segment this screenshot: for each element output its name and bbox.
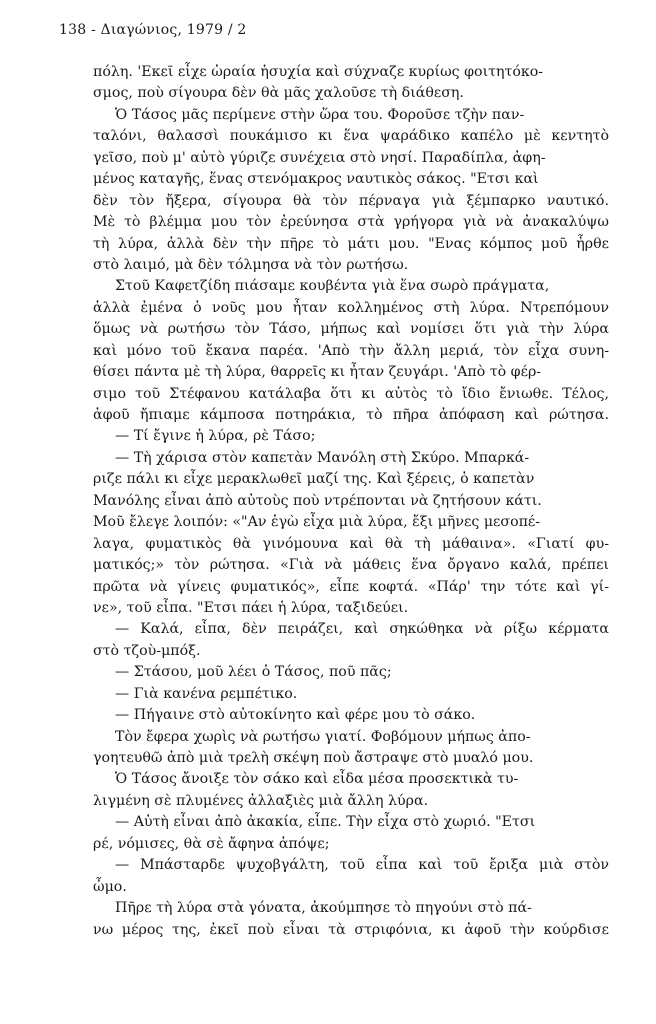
text-line: ἀφοῦ ἤπιαμε κάμποσα ποτηράκια, τὸ πῆρα ἀπόφαση καὶ ρώτησα. bbox=[93, 407, 609, 423]
text-line: νε», τοῦ εἶπα. "Ετσι πάει ἡ λύρα, ταξιδεύει. bbox=[93, 599, 409, 616]
text-line: σιμο τοῦ Στέφανου κατάλαβα ὅτι κι αὐτὸς τὸ ἴδιο ἔνιωθε. Τέλος, bbox=[93, 385, 609, 402]
text-line: Τὸν ἔφερα χωρὶς νὰ ρωτήσω γιατί. Φοβόμουν μήπως ἀπο- bbox=[115, 728, 531, 745]
text-line: — Καλά, εἶπα, δὲν πειράζει, καὶ σηκώθηκα νὰ ρίξω κέρματα bbox=[115, 621, 609, 638]
text-line: ριζε πάλι κι εἶχε μερακλωθεῖ μαζί της. Καὶ ξέρεις, ὁ καπετὰν bbox=[93, 471, 535, 488]
text-line: τὴ λύρα, ἀλλὰ δὲν τὴν πῆρε τὸ μάτι μου. "Ενας κόμπος μοῦ ἦρθε bbox=[93, 235, 609, 252]
text-line: ματικός;» τὸν ρώτησα. «Γιὰ νὰ μάθεις ἕνα ὄργανο καλά, πρέπει bbox=[93, 557, 609, 574]
text-line: γεῖσο, ποὺ μ' αὐτὸ γύριζε συνέχεια στὸ νησί. Παραδίπλα, ἀφη- bbox=[93, 149, 546, 166]
text-line: θίσει πάντα μὲ τὴ λύρα, θαρρεῖς κι ἦταν ζευγάρι. 'Απὸ τὸ φέρ- bbox=[93, 364, 542, 381]
text-line: μένος καταγῆς, ἕνας στενόμακρος ναυτικὸς σάκος. "Ετσι καὶ bbox=[93, 171, 539, 188]
text-line: ὦμο. bbox=[93, 878, 127, 895]
text-line: πρῶτα νὰ γίνεις φυματικός», εἶπε κοφτά. «Πάρ' την τότε καὶ γί- bbox=[93, 578, 609, 595]
text-line: — Μπάσταρδε ψυχοβγάλτη, τοῦ εἶπα καὶ τοῦ ἔριξα μιὰ στὸν bbox=[115, 857, 609, 874]
text-line: Πῆρε τὴ λύρα στὰ γόνατα, ἀκούμπησε τὸ πηγούνι στὸ πά- bbox=[115, 900, 532, 917]
text-line: ἀλλὰ ἐμένα ὁ νοῦς μου ἦταν κολλημένος στὴ λύρα. Ντρεπόμουν bbox=[93, 299, 609, 316]
text-line: Μοῦ ἔλεγε λοιπόν: «"Αν ἐγὼ εἶχα μιὰ λύρα, ἔξι μῆνες μεσοπέ- bbox=[93, 514, 541, 531]
text-line: ταλόνι, θαλασσὶ πουκάμισο κι ἕνα ψαράδικο καπέλο μὲ κεντητὸ bbox=[93, 128, 609, 145]
text-line: — Τὴ χάρισα στὸν καπετὰν Μανόλη στὴ Σκύρο. Μπαρκά- bbox=[115, 449, 530, 466]
text-line: Ὁ Τάσος ἄνοιξε τὸν σάκο καὶ εἶδα μέσα προσεκτικὰ τυ- bbox=[115, 771, 519, 788]
text-line: νω μέρος της, ἐκεῖ ποὺ εἶναι τὰ στριφόνια, κι ἀφοῦ τὴν κούρδισε bbox=[93, 921, 609, 938]
text-line: λαγα, φυματικὸς θὰ γινόμουνα καὶ θὰ τὴ μάθαινα». «Γιατί φυ- bbox=[93, 535, 609, 552]
text-line: σμος, ποὺ σίγουρα δὲν θὰ μᾶς χαλοῦσε τὴ διάθεση. bbox=[93, 85, 464, 102]
text-line: — Τί ἔγινε ἡ λύρα, ρὲ Τάσο; bbox=[115, 428, 316, 445]
body-text bbox=[93, 62, 609, 941]
text-line: γοητευθῶ ἀπὸ μιὰ τρελὴ σκέψη ποὺ ἄστραψε στὸ μυαλό μου. bbox=[93, 750, 534, 766]
text-line: καὶ μόνο τοῦ ἔκανα παρέα. 'Απὸ τὴν ἄλλη μεριά, τὸν εἶχα συνη- bbox=[93, 342, 609, 359]
running-head: 138 - Διαγώνιος, 1979 / 2 bbox=[59, 22, 247, 38]
text-line: Ὁ Τάσος μᾶς περίμενε στὴν ὥρα του. Φοροῦσε τζὴν παν- bbox=[115, 106, 525, 123]
text-line: Στοῦ Καφετζίδη πιάσαμε κουβέντα γιὰ ἕνα σωρὸ πράγματα, bbox=[115, 278, 550, 295]
text-line: δὲν τὸν ἤξερα, σίγουρα θὰ τὸν πέρναγα γιὰ ξέμπαρκο ναυτικό. bbox=[93, 192, 609, 209]
text-line: — Στάσου, μοῦ λέει ὁ Τάσος, ποῦ πᾶς; bbox=[115, 664, 392, 681]
text-line: λιγμένη σὲ πλυμένες ἀλλαξιὲς μιὰ ἄλλη λύρα. bbox=[93, 792, 429, 809]
text-line: — Γιὰ κανένα ρεμπέτικο. bbox=[115, 685, 298, 702]
text-line: — Αὐτὴ εἶναι ἀπὸ ἀκακία, εἶπε. Τὴν εἶχα στὸ χωριό. "Ετσι bbox=[115, 814, 536, 831]
text-line: — Πήγαινε στὸ αὐτοκίνητο καὶ φέρε μου τὸ σάκο. bbox=[115, 707, 476, 724]
text-line: ρέ, νόμισες, θὰ σὲ ἄφηνα ἀπόψε; bbox=[93, 835, 330, 852]
text-line: Μὲ τὸ βλέμμα μου τὸν ἐρεύνησα στὰ γρήγορα γιὰ νὰ ἀνακαλύψω bbox=[93, 214, 609, 231]
text-line: στὸ τζοὺ-μπόξ. bbox=[93, 642, 201, 659]
text-line: ὅμως νὰ ρωτήσω τὸν Τάσο, μήπως καὶ νομίσει ὅτι γιὰ τὴν λύρα bbox=[93, 321, 609, 338]
text-line: Μανόλης εἶναι ἀπὸ αὐτοὺς ποὺ ντρέπονται νὰ ζητήσουν κάτι. bbox=[93, 492, 542, 509]
text-line: πόλη. 'Εκεῖ εἶχε ὡραία ἡσυχία καὶ σύχναζε κυρίως φοιτητόκο- bbox=[93, 64, 544, 80]
text-line: στὸ λαιμό, μὰ δὲν τόλμησα νὰ τὸν ρωτήσω. bbox=[93, 256, 409, 273]
